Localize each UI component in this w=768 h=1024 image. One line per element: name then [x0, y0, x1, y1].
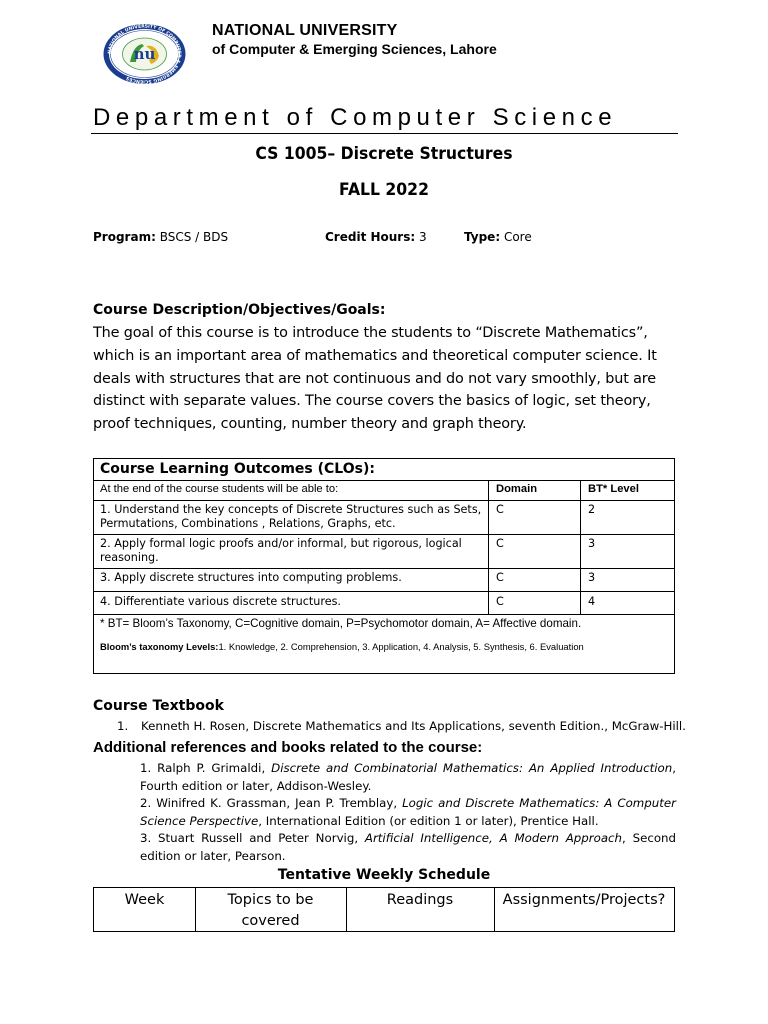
clo-row-1-bt: 2 [588, 503, 596, 516]
clo-table [93, 458, 675, 674]
logo-seal-icon [101, 22, 188, 86]
university-logo [101, 22, 188, 86]
credit-hours-label: Credit Hours: [325, 230, 416, 244]
clo-row-3-domain: C [496, 571, 504, 584]
description-heading: Course Description/Objectives/Goals: [93, 302, 386, 318]
clo-row-2-bt: 3 [588, 537, 596, 550]
blooms-levels-label: Bloom’s taxonomy Levels: [100, 641, 219, 652]
description-body: The goal of this course is to introduce the students to “Discrete Mathematics”, which is an important area of mathematics and theoretical computer science. It deals with structures that are not continuous and do not vary smoothly, but are distinct with separate values. The course covers the basics of logic, set theory, proof techniques, counting, number theory and graph theory. [93, 325, 657, 433]
clo-bt-header: BT* Level [588, 483, 639, 495]
department-title: Department of Computer Science [93, 104, 618, 131]
reference-item: 2. Winifred K. Grassman, Jean P. Tremblay, Logic and Discrete Mathematics: A Computer Science Perspective, International Edition (or edition 1 or later), Prentice Hall. [140, 796, 676, 828]
schedule-readings-header: Readings [386, 892, 454, 908]
clo-row-3-bt: 3 [588, 571, 596, 584]
clo-row-4-text: 4. Differentiate various discrete structures. [100, 595, 341, 608]
textbook-item-number: 1. [117, 719, 129, 733]
course-type-info [464, 230, 532, 244]
clo-row-4-domain: C [496, 595, 504, 608]
reference-item: 1. Ralph P. Grimaldi, Discrete and Combinatorial Mathematics: An Applied Introduction, Fourth edition or later, Addison-Wesley. [140, 761, 676, 793]
clo-row-4-bt: 4 [588, 595, 596, 608]
schedule-assignments-header: Assignments/Projects? [502, 892, 666, 908]
university-name: NATIONAL UNIVERSITY [212, 22, 398, 39]
clo-footnote: * BT= Bloom’s Taxonomy, C=Cognitive domain, P=Psychomotor domain, A= Affective domain. [100, 617, 582, 630]
clo-row-1-text: 1. Understand the key concepts of Discrete Structures such as Sets, Permutations, Combinations , Relations, Graphs, etc. [100, 503, 482, 530]
textbook-heading: Course Textbook [93, 698, 224, 714]
department-divider [91, 133, 678, 134]
textbook-item-text: Kenneth H. Rosen, Discrete Mathematics and Its Applications, seventh Edition., McGraw-Hill. [141, 719, 686, 733]
clo-row-2-domain: C [496, 537, 504, 550]
credit-hours-info [325, 230, 427, 244]
blooms-levels [94, 640, 674, 654]
course-type-label: Type: [464, 230, 501, 244]
schedule-title: Tentative Weekly Schedule [277, 867, 491, 883]
course-title: CS 1005– Discrete Structures [255, 144, 513, 164]
references-heading: Additional references and books related to the course: [93, 739, 483, 756]
schedule-table [93, 887, 675, 932]
clo-row-2-text: 2. Apply formal logic proofs and/or informal, but rigorous, logical reasoning. [100, 537, 462, 564]
textbook-item [117, 719, 686, 733]
clo-row-3-text: 3. Apply discrete structures into computing problems. [100, 571, 402, 584]
clo-row-1-domain: C [496, 503, 504, 516]
schedule-topics-header: Topics to be covered [227, 892, 314, 929]
clo-table-title: Course Learning Outcomes (CLOs): [100, 461, 375, 477]
clo-intro: At the end of the course students will be able to: [100, 483, 339, 495]
svg-text:nu: nu [133, 45, 156, 63]
references-list [140, 760, 676, 865]
program-label: Program: [93, 230, 156, 244]
credit-hours-value: 3 [415, 230, 427, 244]
schedule-week-header: Week [124, 892, 165, 908]
university-subtitle: of Computer & Emerging Sciences, Lahore [212, 41, 497, 57]
program-info [93, 230, 228, 244]
blooms-levels-value: 1. Knowledge, 2. Comprehension, 3. Application, 4. Analysis, 5. Synthesis, 6. Evaluation [218, 641, 584, 652]
reference-item: 3. Stuart Russell and Peter Norvig, Artificial Intelligence, A Modern Approach, Second edition or later, Pearson. [140, 831, 676, 863]
course-term: FALL 2022 [339, 180, 429, 200]
program-value: BSCS / BDS [155, 230, 229, 244]
clo-domain-header: Domain [496, 483, 538, 495]
course-type-value: Core [500, 230, 532, 244]
svg-text:NATIONAL UNIVERSITY OF COMPUTE: NATIONAL UNIVERSITY OF COMPUTER & EMERGING SCIENCES [107, 24, 182, 84]
